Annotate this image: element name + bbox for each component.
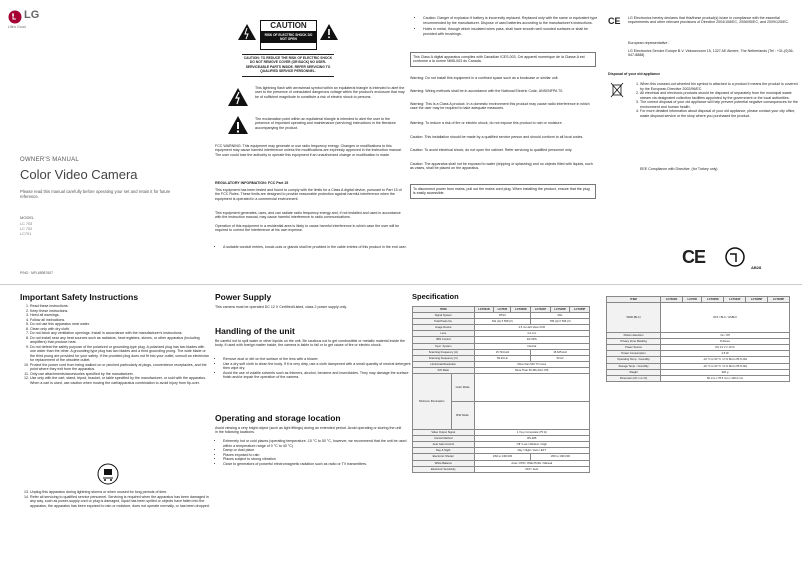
table-cell: Operating Temp. / Humidity xyxy=(607,357,661,363)
table-cell: Day / Night / Auto / EXT xyxy=(474,448,589,454)
caution-shock: Caution: To avoid electrical shock, do not open the cabinet. Refer servicing to qualified personnel only. xyxy=(410,148,573,152)
list-item: 4. Follow all instructions. xyxy=(30,318,210,323)
intro-text: Please read this manual carefully before operating your set and retain it for future reference. xyxy=(20,189,171,200)
list-item: 1. When this crossed-out wheeled bin symbol is attached to a product it means the product is covered by the European Directive 2002/96/EC. xyxy=(640,82,802,91)
table-cell: Scanning Frequency (V) xyxy=(413,355,475,361)
part-number: P/NO : MFL68987607 xyxy=(20,271,53,275)
table-header: ITEM xyxy=(413,307,475,313)
list-item: 13. Unplug this apparatus during lightning storms or when unused for long periods of time. xyxy=(30,490,210,495)
table-cell: More Than 50 dB (AGC Off) xyxy=(474,367,589,373)
table-cell: Horizontal Resolution xyxy=(413,361,475,367)
table-header: LC7035 xyxy=(494,307,511,313)
list-item: 2. Keep these instructions. xyxy=(30,309,210,314)
table-cell: 15.625 kHz xyxy=(531,349,590,355)
warning-class-a: Warning: This is a Class A product. In a domestic environment this product may cause radio interference in which case the user may be required to take adequate measures. xyxy=(410,102,590,111)
table-cell: 50 Hz xyxy=(531,355,590,361)
table-cell: Sync. System xyxy=(413,343,475,349)
list-item: 5. Do not use this apparatus near water. xyxy=(30,322,210,327)
warning-wiring: Warning: Wiring methods shall be in accordance with the National Electric Code, ANSI/NFPA 70. xyxy=(410,89,564,93)
list-item: • Use a dry soft cloth to clean the body. If it is very dirty, use a cloth dampened with a small quantity of neutral detergent then wipe dry. xyxy=(223,362,411,371)
safety-list-continued xyxy=(20,490,210,508)
list-item: • A suitable conduit entries, knock-outs or glands shall be provided in the cable entries of this product in the end user. xyxy=(223,245,415,250)
list-item: 11. Only use attachments/accessories specified by the manufacturer. xyxy=(30,372,210,377)
list-item: • Avoid the use of volatile solvents such as thinners, alcohol, benzene and insecticides. They may damage the surface finish and/or impair the operation of the camera. xyxy=(223,371,411,380)
table-cell: Privacy Zone Masking xyxy=(607,339,661,345)
eee-compliance: EEE Compliance with Directive. (for Turkey only) xyxy=(640,167,718,171)
list-item: 3. Heed all warnings. xyxy=(30,313,210,318)
table-cell: -20 °C to 60 °C / 0 % RH to 85 % RH xyxy=(661,363,790,369)
table-row xyxy=(413,466,590,472)
ce-mark-small: CE xyxy=(608,16,621,26)
conduit-bullet-list xyxy=(215,245,415,250)
regulatory-text-3: Operation of this equipment in a residential area is likely to cause harmful interference in which case the user will be required to correct the interference at his own expense. xyxy=(215,224,400,233)
table-cell: Image Device xyxy=(413,325,475,331)
list-item: • Caution: Danger of explosion if battery is incorrectly replaced. Replaced only with the same or equivalent type recommended by the manufacturer. Dispose of used batteries according to the manufacturer's instructions. xyxy=(423,16,601,25)
storage-text: Avoid viewing a very bright object (such as light fittings) during an extended period. Avoid operating or storing the unit in the following locations. xyxy=(215,426,402,435)
table-cell: Off / Low / Medium / High xyxy=(474,442,589,448)
table-cell: 1/60 to 1/90 000 xyxy=(474,454,531,460)
lightning-triangle-icon xyxy=(228,88,248,106)
table-header: LC7035 xyxy=(683,297,702,303)
fcc-warning: FCC WARNING: This equipment may generate or use radio frequency energy. Changes or modifications to this equipment may cause harmful interference unless the modifications are expressly approved in the instruction manual. The user could lose the authority to operate this equipment if an unauthorized change or modification is made. xyxy=(215,144,402,157)
caution-subtitle: RISK OF ELECTRIC SHOCK DO NOT OPEN xyxy=(261,31,316,43)
table-cell: -10 °C to 50 °C / 0 % RH to 85 % RH xyxy=(661,357,790,363)
table-header: LC7031P xyxy=(531,307,551,313)
table-cell: 4.5 W xyxy=(661,351,790,357)
table-cell: S/N Ratio xyxy=(413,367,475,373)
table-cell: Lens xyxy=(413,331,475,337)
list-item: • Remove dust or dirt on the surface of the lens with a blower. xyxy=(223,357,411,362)
table-cell: Total Pixels No. xyxy=(413,319,475,325)
regulatory-text-1: This equipment has been tested and found to comply with the limits for a Class A digital device, pursuant to Part 15 of the FCC Rules. These limits are designed to provide reasonable protection against harmful interference when the equipment is operated in a commercial environment. xyxy=(215,188,402,201)
table-cell: 59.94 Hz xyxy=(474,355,531,361)
table-cell: Auto / ATW / ONE PUSH / Manual xyxy=(474,460,589,466)
table-cell: Video Output Signal xyxy=(413,430,475,436)
table-header: LC7035P xyxy=(768,297,790,303)
table-header: LC7031R xyxy=(661,297,683,303)
model-list xyxy=(20,222,32,237)
table-cell: DC 12 V ± 10 % xyxy=(661,345,790,351)
list-item: 8. Do not install near any heat sources such as radiators, heat registers, stoves, or other apparatus (including amplifiers) that produce heat. xyxy=(30,336,210,345)
table-cell: 15.734 kHz xyxy=(474,349,531,355)
table-cell: RS-485 xyxy=(474,436,589,442)
table-cell: Minimum Illumination xyxy=(413,374,452,430)
safety-list xyxy=(20,304,210,385)
product-title: Color Video Camera xyxy=(20,167,138,182)
table-cell: B/W Mode xyxy=(451,402,474,430)
table-cell: 811 (H) X 508 (V) xyxy=(474,319,531,325)
list-item: 12. Use only with the cart, stand, tripod, bracket, or table specified by the manufacturer, or sold with the apparatus. When a cart is used, use caution when moving the cart/apparatus combination to avoid injury from tip-over. xyxy=(30,376,210,385)
table-cell: 1 Vp-p Composite (75 Ω) xyxy=(474,430,589,436)
caution-water: Caution: The apparatus shall not be exposed to water (dripping or splashing) and no objects filled with liquids, such as vases, shall be placed on the apparatus. xyxy=(410,162,593,171)
list-item: • Holes in metal, through which insulated wires pass, shall have smooth well rounded surfaces or shall be provided with brushings. xyxy=(423,27,601,36)
eu-rep-label: European representative : xyxy=(628,41,670,45)
list-item: 4. For more detailed information about disposal of your old appliance, please contact your city office, waste disposal service or the shop where you purchased the product. xyxy=(640,109,802,118)
eu-declaration: LG Electronics hereby declares that this/these product(s) is/are in compliance with the essential requirements and other relevant provisions of Directive 2004/108/EC, 2006/95/EC, and 2009/125/EC. xyxy=(628,16,790,25)
model-item: LC701 xyxy=(20,232,32,236)
table-cell: OFF / BLC / HSBLC xyxy=(661,303,790,333)
lg-tagline: Life's Good xyxy=(8,25,26,29)
storage-title: Operating and storage location xyxy=(215,413,341,423)
table-cell: White Balance xyxy=(413,460,475,466)
table-cell: Power Consumption xyxy=(607,351,661,357)
table-cell: Storage Temp. / Humidity xyxy=(607,363,661,369)
lightning-description: This lightning flash with arrowhead symbol within an equilateral triangle is intended to alert the user to the presence of uninsulated dangerous voltage within the product's enclosure that may be of sufficient magnitude to constitute a risk of electric shock to persons. xyxy=(255,86,405,99)
power-text: This camera must be operated DC 12 V Certified/Listed, class 2 power supply only. xyxy=(215,305,347,309)
caution-label-box xyxy=(260,20,317,50)
list-item: • Places exposed to rain xyxy=(223,453,411,458)
table-cell: Weight xyxy=(607,369,661,375)
model-item: LC 702 xyxy=(20,227,33,231)
table-cell: Dimension (W x H x D) xyxy=(607,375,661,381)
disposal-list xyxy=(630,82,802,118)
table-cell: Motion detection xyxy=(607,333,661,339)
caution-installation: Caution: This installation should be made by a qualified service person and should conform to all local codes. xyxy=(410,135,584,139)
table-cell: Signal System xyxy=(413,313,475,319)
table-cell: On / Off xyxy=(661,333,790,339)
list-item: 10. Protect the power cord from being walked on or pinched particularly at plugs, convenience receptacles, and the point where they exit from the apparatus. xyxy=(30,363,210,372)
table-cell: Control Method xyxy=(413,436,475,442)
power-title: Power Supply xyxy=(215,292,272,302)
table-cell: Power Source xyxy=(607,345,661,351)
table-row xyxy=(607,375,790,381)
warning-confined-space: Warning: Do not install this equipment in a confined space such as a bookcase or similar unit. xyxy=(410,76,559,80)
list-item: 9. Do not defeat the safety purpose of the polarized or grounding-type plug. A polarized plug has two blades with one wider than the other. A grounding type plug has two blades and a third grounding prong. The wide blade or the third prong are provided for your safety. If the provided plug does not fit into your outlet, consult an electrician for replacement of the obsolete outlet. xyxy=(30,345,210,363)
list-item: 3. The correct disposal of your old appliance will help prevent potential negative consequences for the environment and human health. xyxy=(640,100,802,109)
table-header: LC7035R xyxy=(702,297,724,303)
list-item: 1. Read these instructions. xyxy=(30,304,210,309)
table-cell: Day & Night xyxy=(413,448,475,454)
crossed-bin-icon xyxy=(610,82,624,98)
table-cell: Electronic Shutter xyxy=(413,454,475,460)
table-header: LC7035R xyxy=(511,307,531,313)
table-header: LC7031R xyxy=(474,307,494,313)
exclamation-warning-icon xyxy=(320,24,338,40)
spec-table-continued xyxy=(606,296,790,382)
canada-compliance-box: This Class A digital apparatus complies with Canadian ICES-003. Cet appareil numerique de la Classe A est conforme a la norme NMB-003 du Canada. xyxy=(410,52,596,67)
lg-brand: LG xyxy=(24,9,40,21)
table-header: LC7026P xyxy=(746,297,768,303)
handling-text: Be careful not to spill water or other liquids on the unit. Be cautious not to get combustible or metallic material inside the body. If used with foreign matter inside, the camera is liable to fail or to get cause of fire or electric shock. xyxy=(215,339,405,348)
eac-cert-icon xyxy=(724,246,746,268)
table-header: LC7031P xyxy=(724,297,746,303)
battery-bullet-list xyxy=(415,16,601,36)
disconnect-power-box: To disconnect power from mains, pull out the mains cord plug. When installing the product, ensure that the plug is easily accessible. xyxy=(410,184,596,199)
list-item: • Extremely hot or cold places (operating temperature -10 °C to 50 °C, however, we recommend that the unit be used within a temperature range of 0 °C to 40 °C) xyxy=(223,439,411,448)
table-cell: 320 g xyxy=(661,369,790,375)
table-cell: Color Mode xyxy=(451,374,474,402)
caution-title: CAUTION xyxy=(261,21,316,31)
table-cell: 4.2 mm xyxy=(474,331,589,337)
list-item: 6. Clean only with dry cloth. xyxy=(30,327,210,332)
model-label: MODEL xyxy=(20,215,35,220)
eu-rep-address: LG Electronics Service Europe B.V. Veluwezoom 15, 1327 AE Almere, The Netherlands (Tel : +31-(0)36-547-8888) xyxy=(628,49,794,58)
table-cell: IRIS Control xyxy=(413,337,475,343)
regulatory-title: REGULATORY INFORMATION: FCC Part 15 xyxy=(215,181,289,185)
spec-table xyxy=(412,306,590,473)
table-row xyxy=(413,374,590,402)
handling-list xyxy=(215,357,411,380)
disposal-title: Disposal of your old appliance xyxy=(608,72,661,76)
list-item: • Close to generators of powerful electromagnetic radiation such as radio or TV transmitters. xyxy=(223,462,411,467)
table-cell: More than 540 TV Lines xyxy=(474,361,589,367)
cart-tipover-icon xyxy=(97,463,119,485)
lightning-warning-icon xyxy=(238,24,256,40)
table-cell: 60 mm x 78.5 mm x 118.2 mm xyxy=(661,375,790,381)
table-cell: 8 Zones xyxy=(661,339,790,345)
table-cell: DC IRIS xyxy=(474,337,589,343)
exclamation-triangle-icon xyxy=(228,116,248,134)
handling-title: Handling of the unit xyxy=(215,326,295,336)
list-item: 2. All electrical and electronic products should be disposed of separately from the municipal waste stream via designated collection facilities appointed by the government or the local authorities. xyxy=(640,91,802,100)
table-cell: NTSC xyxy=(474,313,531,319)
table-cell: 795 (H) X 596 (V) xyxy=(531,319,590,325)
table-header: LC7035P xyxy=(570,307,590,313)
list-item: • Damp or dust place xyxy=(223,448,411,453)
caution-text: CAUTION: TO REDUCE THE RISK OF ELECTRIC SHOCK DO NOT REMOVE COVER (OR BACK) NO USER-SERVICEABLE PARTS INSIDE. REFER SERVICING TO QUALIFIED SERVICE PERSONNEL. xyxy=(243,56,333,74)
ce-mark: CE xyxy=(682,247,706,267)
model-item: LC 703 xyxy=(20,222,33,226)
storage-list xyxy=(215,439,411,466)
table-cell: Electronic Sensitivity xyxy=(413,466,475,472)
table-cell: Scanning Frequency (H) xyxy=(413,349,475,355)
cert-code: AB28 xyxy=(751,265,762,270)
table-cell: 1/50 to 1/90 000 xyxy=(531,454,590,460)
exclamation-description: The exclamation point within an equilateral triangle is intended to alert the user to the presence of important operating and maintenance (servicing) instructions in the literature accompanying the product. xyxy=(255,117,396,130)
table-header: LC7026P xyxy=(550,307,570,313)
table-header: ITEM xyxy=(607,297,661,303)
table-cell: WDR (BLC) xyxy=(607,303,661,333)
table-cell: PAL xyxy=(531,313,590,319)
owners-manual-label: OWNER'S MANUAL xyxy=(20,157,80,163)
safety-title: Important Safety Instructions xyxy=(20,292,139,302)
list-item: 7. Do not block any ventilation openings. Install in accordance with the manufacturer's instructions. xyxy=(30,331,210,336)
table-cell: Auto Gain Control xyxy=(413,442,475,448)
warning-fire: Warning: To reduce a risk of fire or electric shock, do not expose this product to rain or moisture. xyxy=(410,121,563,125)
table-cell: 4.5 mm EX-View CCD xyxy=(474,325,589,331)
table-cell: Internal xyxy=(474,343,589,349)
list-item: • Places subject to strong vibration xyxy=(223,457,411,462)
table-cell: OFF / Auto xyxy=(474,466,589,472)
table-row xyxy=(607,303,790,333)
regulatory-text-2: This equipment generates, uses, and can radiate radio frequency energy and, if not installed and used in accordance with the instruction manual, may cause harmful interference to radio communications. xyxy=(215,211,401,220)
lg-logo-icon xyxy=(8,10,22,24)
list-item: 14. Refer all servicing to qualified service personnel. Servicing is required when the apparatus has been damaged in any way, such as power-supply cord or plug is damaged, liquid has been spilled or objects have fallen into the apparatus, the apparatus has been exposed to rain or moisture, does not operate normally, or has been dropped. xyxy=(30,495,210,509)
spec-title: Specification xyxy=(412,292,459,301)
